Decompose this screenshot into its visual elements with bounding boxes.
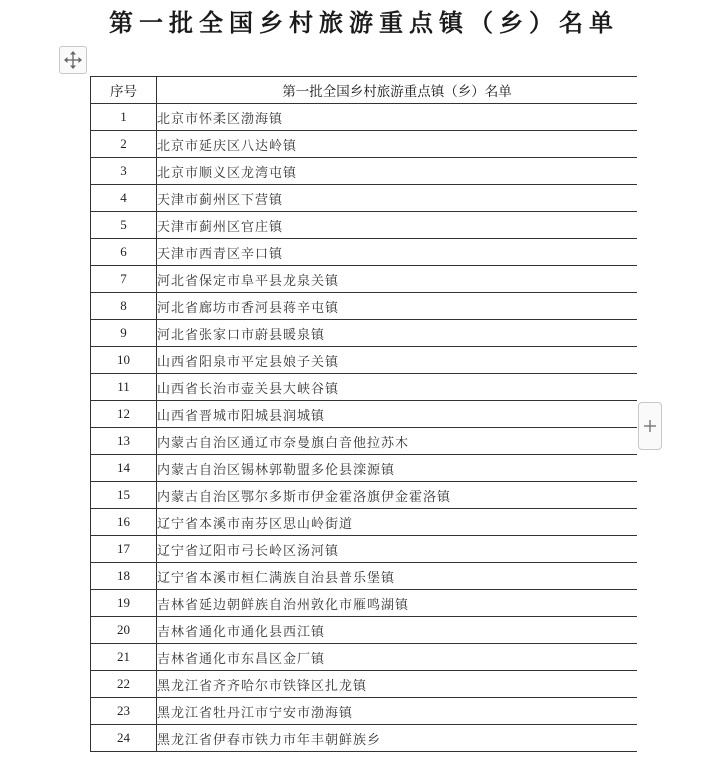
row-serial-number[interactable]: 21 [91,644,157,671]
table-row [91,590,638,617]
table-row [91,266,638,293]
row-town-name[interactable]: 辽宁省辽阳市弓长岭区汤河镇 [157,536,638,563]
row-serial-number[interactable]: 5 [91,212,157,239]
row-town-name[interactable]: 吉林省通化市通化县西江镇 [157,617,638,644]
table-row [91,158,638,185]
table-row [91,185,638,212]
table-row [91,698,638,725]
row-town-name[interactable]: 内蒙古自治区锡林郭勒盟多伦县滦源镇 [157,455,638,482]
town-list-table [90,76,637,752]
row-serial-number[interactable]: 16 [91,509,157,536]
table-row [91,671,638,698]
row-town-name[interactable]: 河北省廊坊市香河县蒋辛屯镇 [157,293,638,320]
row-serial-number[interactable]: 3 [91,158,157,185]
row-town-name[interactable]: 辽宁省本溪市南芬区思山岭街道 [157,509,638,536]
row-serial-number[interactable]: 24 [91,725,157,752]
table-header-row [91,77,638,104]
row-town-name[interactable]: 吉林省通化市东昌区金厂镇 [157,644,638,671]
table-row [91,725,638,752]
row-town-name[interactable]: 山西省长治市壶关县大峡谷镇 [157,374,638,401]
row-town-name[interactable]: 河北省张家口市蔚县暖泉镇 [157,320,638,347]
row-town-name[interactable]: 北京市怀柔区渤海镇 [157,104,638,131]
row-serial-number[interactable]: 9 [91,320,157,347]
table-container [90,76,637,774]
row-town-name[interactable]: 黑龙江省齐齐哈尔市铁锋区扎龙镇 [157,671,638,698]
table-row [91,644,638,671]
row-serial-number[interactable]: 19 [91,590,157,617]
add-column-button[interactable] [638,402,662,450]
row-serial-number[interactable]: 13 [91,428,157,455]
row-serial-number[interactable]: 20 [91,617,157,644]
header-town-name[interactable]: 第一批全国乡村旅游重点镇（乡）名单 [157,77,638,104]
table-row [91,401,638,428]
row-serial-number[interactable]: 14 [91,455,157,482]
row-town-name[interactable]: 天津市蓟州区下营镇 [157,185,638,212]
row-serial-number[interactable]: 12 [91,401,157,428]
row-town-name[interactable]: 吉林省延边朝鲜族自治州敦化市雁鸣湖镇 [157,590,638,617]
table-row [91,455,638,482]
row-serial-number[interactable]: 10 [91,347,157,374]
row-town-name[interactable]: 山西省晋城市阳城县润城镇 [157,401,638,428]
four-way-arrow-icon [63,50,83,70]
document-title: 第一批全国乡村旅游重点镇（乡）名单 [109,9,619,37]
plus-icon [643,419,657,433]
row-town-name[interactable]: 黑龙江省伊春市铁力市年丰朝鲜族乡 [157,725,638,752]
table-row [91,617,638,644]
table-row [91,509,638,536]
row-serial-number[interactable]: 15 [91,482,157,509]
row-serial-number[interactable]: 4 [91,185,157,212]
row-serial-number[interactable]: 6 [91,239,157,266]
row-town-name[interactable]: 北京市顺义区龙湾屯镇 [157,158,638,185]
row-serial-number[interactable]: 17 [91,536,157,563]
row-town-name[interactable]: 辽宁省本溪市桓仁满族自治县普乐堡镇 [157,563,638,590]
table-row [91,482,638,509]
row-town-name[interactable]: 内蒙古自治区鄂尔多斯市伊金霍洛旗伊金霍洛镇 [157,482,638,509]
row-town-name[interactable]: 天津市西青区辛口镇 [157,239,638,266]
row-town-name[interactable]: 内蒙古自治区通辽市奈曼旗白音他拉苏木 [157,428,638,455]
table-row [91,563,638,590]
table-row [91,104,638,131]
row-serial-number[interactable]: 23 [91,698,157,725]
row-serial-number[interactable]: 18 [91,563,157,590]
row-town-name[interactable]: 山西省阳泉市平定县娘子关镇 [157,347,638,374]
table-row [91,536,638,563]
header-serial-number[interactable]: 序号 [91,77,157,104]
row-serial-number[interactable]: 7 [91,266,157,293]
row-serial-number[interactable]: 8 [91,293,157,320]
table-row [91,428,638,455]
table-row [91,293,638,320]
table-body [91,104,638,752]
row-serial-number[interactable]: 22 [91,671,157,698]
row-serial-number[interactable]: 1 [91,104,157,131]
row-town-name[interactable]: 黑龙江省牡丹江市宁安市渤海镇 [157,698,638,725]
table-move-handle[interactable] [59,46,87,74]
table-row [91,320,638,347]
row-town-name[interactable]: 天津市蓟州区官庄镇 [157,212,638,239]
row-town-name[interactable]: 北京市延庆区八达岭镇 [157,131,638,158]
table-row [91,131,638,158]
row-serial-number[interactable]: 11 [91,374,157,401]
table-row [91,347,638,374]
row-serial-number[interactable]: 2 [91,131,157,158]
table-row [91,212,638,239]
row-town-name[interactable]: 河北省保定市阜平县龙泉关镇 [157,266,638,293]
table-row [91,374,638,401]
table-row [91,239,638,266]
